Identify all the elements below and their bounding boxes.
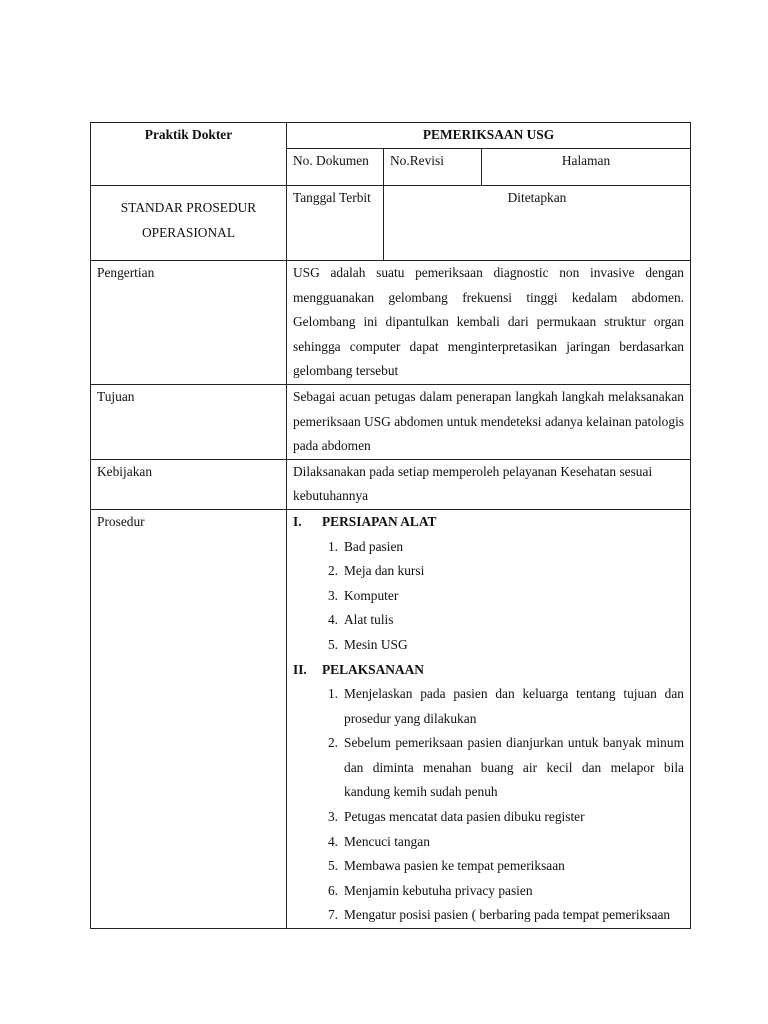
list-item-text: Meja dan kursi <box>344 563 425 579</box>
clinic-name: Praktik Dokter <box>91 123 287 186</box>
sop-title-line1: STANDAR PROSEDUR <box>120 200 257 215</box>
list-item <box>293 903 684 928</box>
list-item-text: Mesin USG <box>344 636 408 652</box>
persiapan-heading <box>293 510 684 535</box>
sop-title <box>91 186 287 261</box>
list-item-number: 2. <box>327 735 338 751</box>
list-item <box>293 535 684 560</box>
prosedur-label: Prosedur <box>91 509 287 928</box>
no-dokumen-label: No. Dokumen <box>287 149 384 186</box>
list-item <box>293 682 684 731</box>
list-item-text: Menjelaskan pada pasien dan keluarga tentang tujuan dan prosedur yang dilakukan <box>344 686 684 726</box>
list-item-number: 7. <box>327 907 338 923</box>
document-title: PEMERIKSAAN USG <box>287 123 691 149</box>
halaman-label: Halaman <box>482 149 691 186</box>
list-item <box>293 879 684 904</box>
list-item-text: Petugas mencatat data pasien dibuku register <box>344 809 585 825</box>
list-item-number: 5. <box>327 636 338 652</box>
persiapan-title: PERSIAPAN ALAT <box>322 513 437 529</box>
prosedur-content <box>287 509 691 928</box>
list-item-text: Membawa pasien ke tempat pemeriksaan <box>344 858 565 874</box>
list-item-text: Mengatur posisi pasien ( berbaring pada tempat pemeriksaan <box>344 907 671 923</box>
list-item-text: Sebelum pemeriksaan pasien dianjurkan untuk banyak minum dan diminta menahan buang air kecil dan melapor bila kandung kemih sudah penuh <box>344 735 684 800</box>
list-item <box>293 854 684 879</box>
persiapan-number: I. <box>293 513 302 529</box>
list-item-number: 1. <box>327 686 338 702</box>
list-item-text: Komputer <box>344 587 399 603</box>
pengertian-label: Pengertian <box>91 261 287 385</box>
persiapan-list <box>293 535 684 658</box>
pelaksanaan-heading <box>293 658 684 683</box>
kebijakan-text: Dilaksanakan pada setiap memperoleh pelayanan Kesehatan sesuai kebutuhannya <box>287 459 691 509</box>
kebijakan-label: Kebijakan <box>91 459 287 509</box>
list-item-text: Mencuci tangan <box>344 833 430 849</box>
pelaksanaan-number: II. <box>293 661 307 677</box>
tanggal-terbit-label: Tanggal Terbit <box>287 186 384 261</box>
list-item-text: Alat tulis <box>344 612 394 628</box>
list-item <box>293 608 684 633</box>
list-item <box>293 584 684 609</box>
ditetapkan-label: Ditetapkan <box>384 186 691 261</box>
list-item-number: 5. <box>327 858 338 874</box>
list-item-number: 3. <box>327 809 338 825</box>
pengertian-text: USG adalah suatu pemeriksaan diagnostic non invasive dengan mengguanakan gelombang frekuensi tinggi kedalam abdomen. Gelombang ini dipantulkan kembali dari permukaan struktur organ sehingga computer dapat menginterpretasikan jaringan berdasarkan gelombang tersebut <box>287 261 691 385</box>
no-revisi-label: No.Revisi <box>384 149 482 186</box>
list-item-number: 6. <box>327 882 338 898</box>
list-item-number: 1. <box>327 538 338 554</box>
list-item-text: Menjamin kebutuha privacy pasien <box>344 882 533 898</box>
list-item-number: 2. <box>327 563 338 579</box>
list-item-number: 3. <box>327 587 338 603</box>
sop-table <box>90 122 691 929</box>
pelaksanaan-list <box>293 682 684 928</box>
pelaksanaan-title: PELAKSANAAN <box>322 661 424 677</box>
tujuan-text: Sebagai acuan petugas dalam penerapan langkah langkah melaksanakan pemeriksaan USG abdomen untuk mendeteksi adanya kelainan patologis pada abdomen <box>287 384 691 459</box>
sop-title-line2: OPERASIONAL <box>142 225 235 240</box>
list-item <box>293 633 684 658</box>
list-item-text: Bad pasien <box>344 538 404 554</box>
list-item <box>293 731 684 805</box>
tujuan-label: Tujuan <box>91 384 287 459</box>
list-item <box>293 805 684 830</box>
list-item <box>293 830 684 855</box>
list-item-number: 4. <box>327 612 338 628</box>
list-item <box>293 559 684 584</box>
list-item-number: 4. <box>327 833 338 849</box>
